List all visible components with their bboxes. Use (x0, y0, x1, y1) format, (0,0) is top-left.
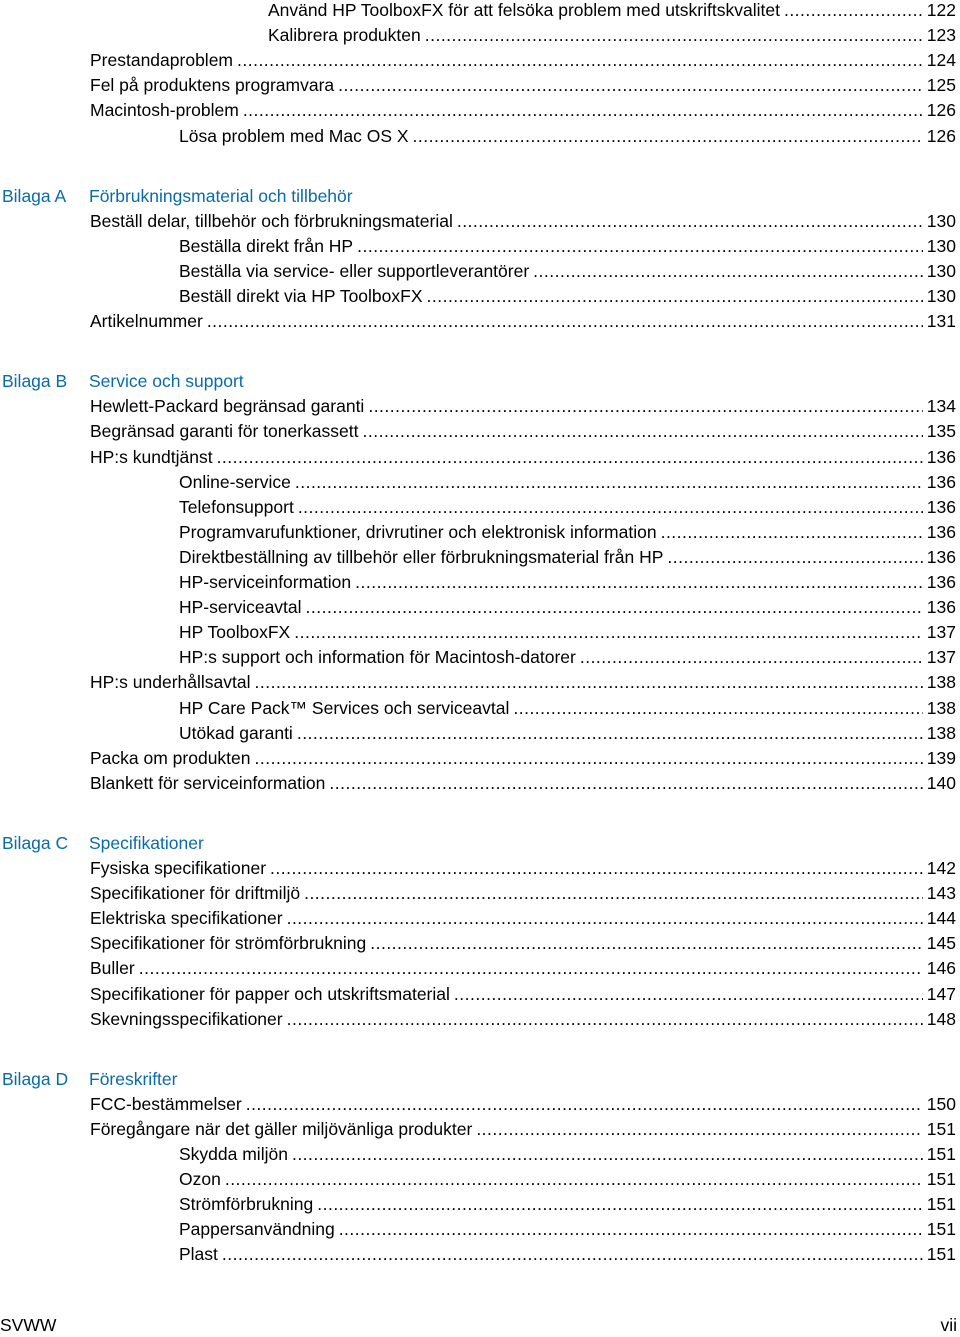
dot-leader (317, 1192, 923, 1217)
toc-entry[interactable] (90, 98, 956, 123)
dot-leader (225, 1167, 923, 1192)
toc-page-number: 136 (926, 597, 956, 618)
toc-entry-title: Plast (179, 1244, 218, 1265)
toc-entry-title: Kalibrera produkten (268, 25, 421, 46)
toc-page-number: 135 (926, 421, 956, 442)
toc-entry-title: Online-service (179, 471, 291, 492)
toc-page-number: 151 (926, 1144, 956, 1164)
dot-leader (425, 23, 923, 48)
dot-leader (457, 209, 923, 234)
toc-entry[interactable] (90, 982, 956, 1007)
toc-entry-title: Utökad garanti (179, 722, 293, 743)
toc-entry[interactable] (179, 259, 956, 284)
toc-entry[interactable] (90, 856, 956, 881)
dot-leader (667, 545, 922, 570)
toc-page-number: 126 (926, 125, 956, 146)
appendix-label: Bilaga A (2, 185, 67, 206)
toc-page-number: 130 (926, 235, 956, 256)
dot-leader (306, 595, 923, 620)
toc-page-number: 151 (926, 1118, 956, 1139)
toc-page-number: 138 (926, 722, 956, 743)
dot-leader (255, 746, 923, 771)
toc-entry-title: Programvarufunktioner, drivrutiner och elektronisk information (179, 521, 657, 542)
toc-page-number: 138 (926, 697, 956, 718)
dot-leader (287, 906, 923, 931)
toc-entry[interactable] (90, 419, 956, 444)
toc-page-number: 137 (926, 647, 956, 668)
dot-leader (363, 419, 923, 444)
appendix-title: Service och support (89, 371, 244, 392)
dot-leader (454, 982, 923, 1007)
toc-entry[interactable] (90, 1092, 956, 1117)
dot-leader (533, 259, 923, 284)
toc-entry[interactable] (90, 906, 956, 931)
toc-entry[interactable] (179, 1217, 956, 1242)
toc-page-number: 148 (926, 1008, 956, 1029)
toc-page-number: 151 (926, 1194, 956, 1215)
toc-entry-title: HP:s kundtjänst (90, 446, 213, 467)
toc-entry[interactable] (90, 771, 956, 796)
dot-leader (246, 1092, 923, 1117)
toc-entry-title: FCC-bestämmelser (90, 1093, 242, 1114)
toc-entry[interactable] (90, 48, 956, 73)
dot-leader (217, 445, 923, 470)
toc-page-number: 125 (926, 75, 956, 96)
appendix-label: Bilaga C (2, 832, 69, 853)
toc-entry-title: Macintosh-problem (90, 100, 239, 121)
toc-entry-title: Fysiska specifikationer (90, 858, 267, 878)
dot-leader (413, 124, 923, 149)
dot-leader (255, 670, 923, 695)
toc-entry-title: Beställ direkt via HP ToolboxFX (179, 286, 423, 306)
toc-entry[interactable] (90, 881, 956, 906)
toc-entry[interactable] (179, 545, 956, 570)
toc-entry[interactable] (179, 1167, 956, 1192)
toc-entry-title: Fel på produktens programvara (90, 75, 335, 96)
toc-entry[interactable] (179, 645, 956, 670)
toc-entry-title: Begränsad garanti för tonerkassett (90, 421, 359, 442)
toc-page-number: 131 (926, 311, 956, 332)
dot-leader (222, 1242, 923, 1267)
toc-page-number: 136 (926, 572, 956, 592)
toc-entry[interactable] (179, 520, 956, 545)
toc-page-number: 150 (926, 1093, 956, 1114)
dot-leader (243, 98, 923, 123)
dot-leader (355, 570, 923, 595)
toc-page-number: 145 (926, 933, 956, 954)
toc-page-number: 136 (926, 446, 956, 467)
toc-entry[interactable] (268, 0, 956, 23)
toc-entry-title: Packa om produkten (90, 747, 251, 768)
toc-entry-title: Specifikationer för papper och utskriftsmaterial (90, 983, 450, 1004)
toc-entry[interactable] (179, 1142, 956, 1167)
toc-entry-title: HP-serviceavtal (179, 597, 302, 618)
toc-page-number: 126 (926, 100, 956, 121)
toc-entry[interactable] (179, 284, 956, 309)
toc-page-number: 139 (926, 747, 956, 768)
dot-leader (298, 495, 923, 520)
dot-leader (357, 234, 923, 259)
toc-page-number: 151 (926, 1169, 956, 1190)
toc-entry-title: Skydda miljön (179, 1144, 288, 1164)
toc-entry-title: Artikelnummer (90, 311, 203, 332)
toc-entry[interactable] (179, 595, 956, 620)
toc-entry-title: Specifikationer för driftmiljö (90, 883, 301, 904)
toc-entry[interactable] (179, 470, 956, 495)
toc-page-number: 143 (926, 883, 956, 904)
toc-page-number: 144 (926, 908, 956, 929)
toc-entry-title: Beställa via service- eller supportleverantörer (179, 260, 530, 281)
toc-entry[interactable] (90, 1117, 956, 1142)
toc-entry[interactable] (90, 1007, 956, 1032)
toc-entry[interactable] (268, 23, 956, 48)
dot-leader (139, 956, 923, 981)
toc-page-number: 124 (926, 50, 956, 71)
appendix-title: Specifikationer (89, 832, 204, 853)
footer-left-label: SVWW (0, 1315, 57, 1335)
toc-entry-title: Hewlett-Packard begränsad garanti (90, 396, 365, 417)
toc-entry-title: Beställ delar, tillbehör och förbrukningsmaterial (90, 210, 453, 231)
appendix-heading[interactable] (2, 1067, 956, 1092)
toc-page-number: 130 (926, 260, 956, 281)
dot-leader (270, 856, 923, 881)
toc-entry[interactable] (90, 746, 956, 771)
toc-page-number: 130 (926, 210, 956, 231)
toc-entry-title: HP:s support och information för Macintosh-datorer (179, 647, 576, 668)
footer-page-number: vii (940, 1315, 957, 1335)
toc-entry-title: Buller (90, 958, 135, 979)
toc-entry-title: HP ToolboxFX (179, 622, 291, 643)
toc-page-number: 123 (926, 25, 956, 46)
toc-entry[interactable] (90, 73, 956, 98)
appendix-title: Föreskrifter (89, 1068, 178, 1089)
toc-entry-title: Specifikationer för strömförbrukning (90, 933, 367, 954)
toc-page-number: 142 (926, 858, 956, 878)
toc-entry[interactable] (90, 394, 956, 419)
toc-entry-title: Direktbeställning av tillbehör eller förbrukningsmaterial från HP (179, 546, 664, 567)
dot-leader (294, 620, 923, 645)
toc-entry-title: Prestandaproblem (90, 50, 233, 71)
toc-entry[interactable] (179, 234, 956, 259)
toc-entry[interactable] (90, 209, 956, 234)
appendix-heading[interactable] (2, 831, 956, 856)
dot-leader (295, 470, 923, 495)
toc-page-number: 122 (926, 0, 956, 20)
toc-entry-title: Elektriska specifikationer (90, 908, 283, 929)
dot-leader (784, 0, 923, 23)
toc-entry[interactable] (179, 721, 956, 746)
toc-entry-title: HP-serviceinformation (179, 572, 352, 592)
toc-entry-title: Lösa problem med Mac OS X (179, 125, 409, 146)
appendix-heading[interactable] (2, 369, 956, 394)
toc-entry-title: Strömförbrukning (179, 1194, 314, 1215)
toc-entry[interactable] (179, 1242, 956, 1267)
toc-entry-title: HP:s underhållsavtal (90, 672, 251, 693)
dot-leader (237, 48, 923, 73)
toc-entry-title: Telefonsupport (179, 496, 294, 517)
toc-page-number: 134 (926, 396, 956, 417)
dot-leader (339, 1217, 923, 1242)
toc-page-number: 137 (926, 622, 956, 643)
toc-entry[interactable] (179, 124, 956, 149)
toc-entry-title: Använd HP ToolboxFX för att felsöka problem med utskriftskvalitet (268, 0, 780, 20)
toc-entry[interactable] (179, 696, 956, 721)
toc-page-number: 136 (926, 521, 956, 542)
appendix-heading[interactable] (2, 184, 956, 209)
dot-leader (513, 696, 922, 721)
toc-entry[interactable] (90, 309, 956, 334)
dot-leader (427, 284, 923, 309)
toc-page-number: 147 (926, 983, 956, 1004)
toc-entry-title: HP Care Pack™ Services och serviceavtal (179, 697, 510, 718)
dot-leader (292, 1142, 923, 1167)
dot-leader (368, 394, 922, 419)
toc-page-number: 146 (926, 958, 956, 979)
toc-page-number: 151 (926, 1219, 956, 1240)
toc-page-number: 136 (926, 471, 956, 492)
toc-entry[interactable] (90, 956, 956, 981)
dot-leader (370, 931, 923, 956)
toc-entry[interactable] (90, 670, 956, 695)
dot-leader (304, 881, 923, 906)
appendix-label: Bilaga B (2, 371, 68, 392)
toc-page-number: 140 (926, 772, 956, 793)
toc-entry-title: Pappersanvändning (179, 1219, 335, 1240)
toc-entry-title: Beställa direkt från HP (179, 235, 354, 256)
toc-page-number: 138 (926, 672, 956, 693)
toc-entry-title: Skevningsspecifikationer (90, 1008, 283, 1029)
toc-entry-title: Ozon (179, 1169, 221, 1190)
dot-leader (207, 309, 923, 334)
appendix-label: Bilaga D (2, 1068, 69, 1089)
dot-leader (580, 645, 923, 670)
toc-entry[interactable] (179, 495, 956, 520)
toc-entry[interactable] (90, 445, 956, 470)
toc-page-number: 130 (926, 286, 956, 306)
dot-leader (297, 721, 923, 746)
appendix-title: Förbrukningsmaterial och tillbehör (89, 185, 353, 206)
dot-leader (287, 1007, 923, 1032)
toc-page-number: 136 (926, 546, 956, 567)
dot-leader (661, 520, 923, 545)
toc-entry-title: Föregångare när det gäller miljövänliga produkter (90, 1118, 473, 1139)
dot-leader (329, 771, 922, 796)
dot-leader (338, 73, 923, 98)
toc-entry-title: Blankett för serviceinformation (90, 772, 326, 793)
toc-entry[interactable] (179, 570, 956, 595)
dot-leader (476, 1117, 922, 1142)
toc-entry[interactable] (179, 1192, 956, 1217)
toc-entry[interactable] (90, 931, 956, 956)
toc-page-number: 136 (926, 496, 956, 517)
toc-entry[interactable] (179, 620, 956, 645)
toc-page-number: 151 (926, 1244, 956, 1265)
